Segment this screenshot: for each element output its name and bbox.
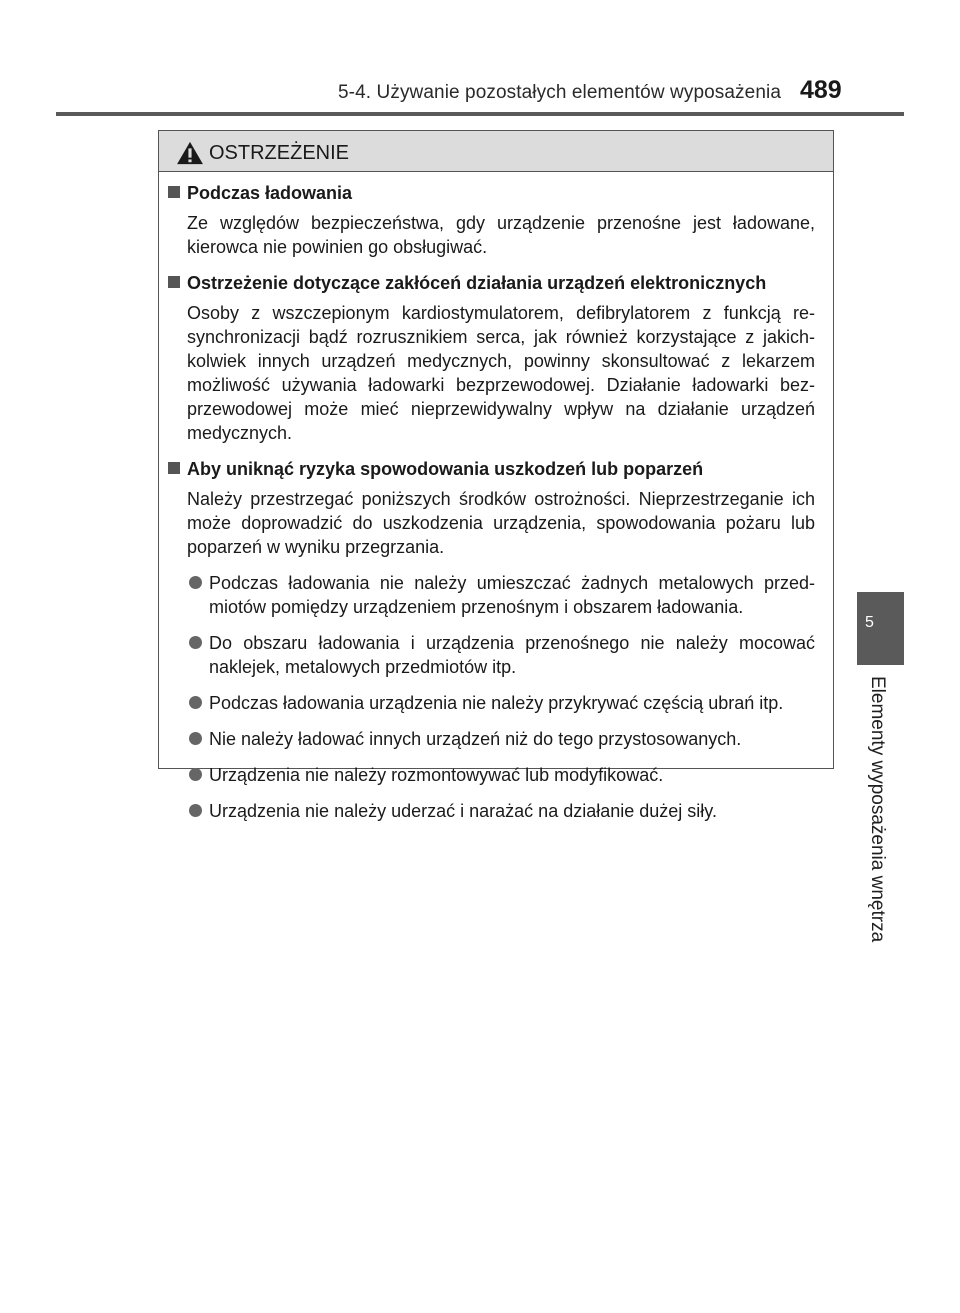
round-bullet-icon — [189, 696, 202, 709]
chapter-tab — [857, 592, 904, 665]
round-bullet-icon — [189, 732, 202, 745]
square-bullet-icon — [168, 186, 180, 198]
section-title: Aby uniknąć ryzyka spowodowania uszkodzeń lub poparzeń — [168, 457, 833, 481]
section-title: Podczas ładowania — [168, 181, 833, 205]
warning-content — [159, 181, 833, 835]
list-item: Urządzenia nie należy rozmontowywać lub modyfikować. — [209, 763, 815, 787]
warning-box — [158, 130, 834, 821]
warning-title: OSTRZEŻENIE — [209, 142, 350, 164]
section-title: Ostrzeżenie dotyczące zakłóceń działania urządzeń elektronicznych — [168, 271, 833, 295]
precaution-list — [159, 571, 833, 823]
header-divider — [56, 112, 904, 116]
warning-header — [159, 131, 833, 172]
section-header: 5-4. Używanie pozostałych elementów wyposażenia — [338, 82, 781, 103]
round-bullet-icon — [189, 768, 202, 781]
list-item: Urządzenia nie należy uderzać i narażać na działanie dużej siły. — [209, 799, 815, 823]
list-item: Nie należy ładować innych urządzeń niż do tego przystosowanych. — [209, 727, 815, 751]
round-bullet-icon — [189, 804, 202, 817]
section-text: Ze względów bezpieczeństwa, gdy urządzenie przenośne jest ładowane, kierowca nie powinien go obsługiwać. — [187, 213, 815, 257]
page-number: 489 — [800, 76, 842, 104]
round-bullet-icon — [189, 636, 202, 649]
list-item: Do obszaru ładowania i urządzenia przenośnego nie należy mocować naklejek, metalowych przedmiotów itp. — [209, 631, 815, 679]
round-bullet-icon — [189, 576, 202, 589]
chapter-number: 5 — [865, 614, 874, 631]
section-text: Osoby z wszczepionym kardiostymulatorem, defibrylatorem z funkcją re-synchronizacji bądź rozrusznikiem serca, jak również korzystające z jakich-kolwiek innych urządzeń medycznych, powinny skonsultować z lekarzem możliwość używania ładowarki bezprzewodowej. Działanie ładowarki bez-przewodowej może mieć nieprzewidywalny wpływ na działanie urządzeń medycznych. — [187, 303, 815, 443]
square-bullet-icon — [168, 276, 180, 288]
section-text: Należy przestrzegać poniższych środków ostrożności. Nieprzestrzeganie ich może doprowadzić do uszkodzenia urządzenia, spowodowania pożaru lub poparzeń w wyniku przegrzania. — [187, 489, 815, 557]
list-item: Podczas ładowania nie należy umieszczać żadnych metalowych przed-miotów pomiędzy urządzeniem przenośnym i obszarem ładowania. — [209, 571, 815, 619]
chapter-label: Elementy wyposażenia wnętrza — [867, 676, 888, 943]
list-item: Podczas ładowania urządzenia nie należy przykrywać częścią ubrań itp. — [209, 691, 815, 715]
square-bullet-icon — [168, 462, 180, 474]
warning-triangle-icon — [175, 141, 205, 165]
